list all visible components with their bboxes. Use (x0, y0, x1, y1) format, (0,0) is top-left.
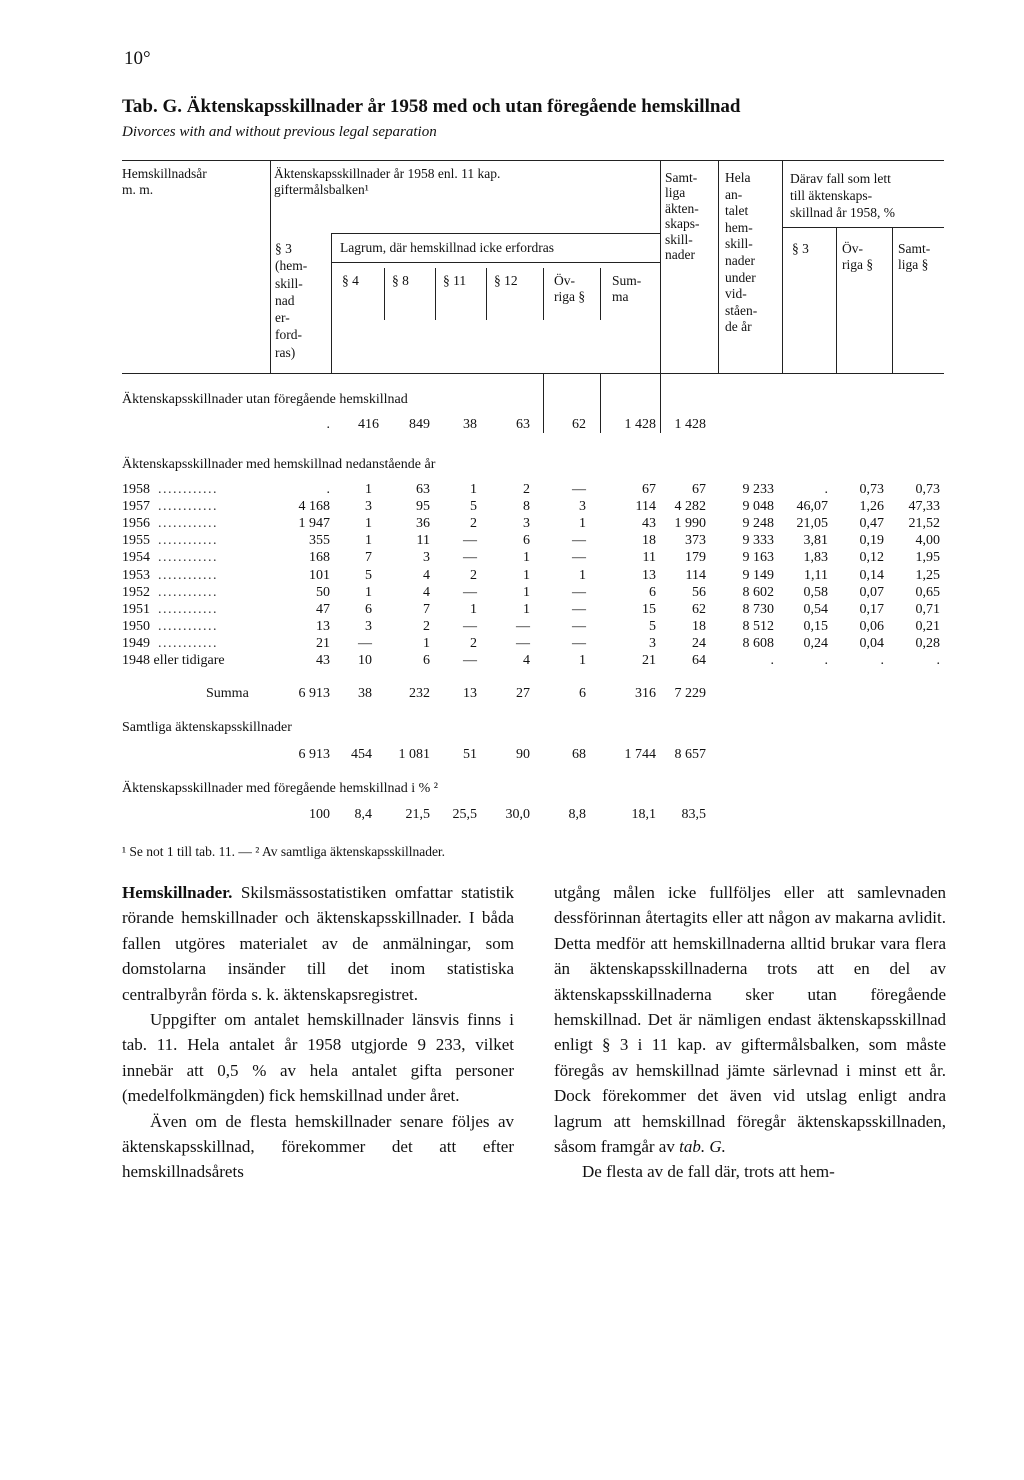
cell: 1 (523, 550, 530, 566)
section-samtliga: Samtliga äktenskapsskillnader (122, 720, 292, 735)
cell: 6 (423, 653, 430, 668)
cell: — (463, 618, 477, 634)
table-row (0, 499, 1024, 516)
cell: 1 (523, 567, 530, 583)
cell: 1 (523, 584, 530, 600)
cell: 8 608 (742, 635, 774, 651)
cell: 3 (423, 550, 430, 566)
cell: 18 (692, 618, 706, 634)
hdr-hela-l: skill- (725, 236, 753, 252)
cell: 6 913 (298, 747, 330, 762)
page-number: 10° (124, 48, 151, 69)
row-year: 1954 (122, 550, 150, 566)
hdr-divorces-l2: giftermålsbalken¹ (274, 182, 369, 197)
hdr-summa-l: ma (612, 289, 629, 304)
cell: 0,54 (803, 601, 828, 617)
text-r1: utgång målen icke fullföljes eller att samlevnaden dessförinnan återtagits eller att någon av makarna avlidit. Detta medför att hemskillnaderna alltid brukar vara flera än äktenskapsskillnaderna trots att en del av äktenskapsskillnaderna sker utan föregående hemskillnad. Det är nämligen endast äktenskapsskillnad enligt § 3 i 11 kap. av giftermålsbalken, som måste föregås av hemskillnad jämte särlevnad i minst ett år. Dock förekommer det även vid utslag enligt andra lagrum att hemskillnad föregår äktenskapsskillnaden, såsom framgår av (554, 883, 946, 1157)
cell: 1 990 (674, 516, 706, 532)
section-utan: Äktenskapsskillnader utan föregående hemskillnad (122, 392, 408, 407)
cell: — (516, 635, 530, 651)
table-subtitle: Divorces with and without previous legal separation (122, 124, 437, 140)
cell: 9 048 (742, 499, 774, 515)
dot-leader: ............ (158, 482, 218, 497)
cell: 0,28 (915, 635, 940, 651)
hdr-samtliga-l: skaps- (665, 216, 700, 232)
cell: — (572, 601, 586, 617)
cell: 38 (358, 686, 372, 701)
cell: 8 730 (742, 601, 774, 617)
cell: 0,19 (859, 533, 884, 549)
hdr-darav-l: till äktenskaps- (790, 188, 873, 203)
vline-3 (660, 160, 661, 373)
cell: 2 (470, 635, 477, 651)
hdr-divorces (274, 166, 500, 198)
cell: 1,26 (859, 499, 884, 515)
hdr-darav (790, 170, 895, 221)
cell: 0,65 (915, 584, 940, 600)
dot-leader: ............ (158, 533, 218, 549)
cell: 25,5 (452, 807, 477, 822)
row-year: 1948 eller tidigare (122, 653, 225, 668)
dot-leader: ............ (158, 635, 218, 651)
cell: . (824, 482, 828, 497)
cell: 47,33 (908, 499, 940, 515)
hdr-hela-l: nader (725, 252, 755, 268)
cell: 1 (579, 567, 586, 583)
hdr-samtliga-l: nader (665, 247, 695, 263)
table-row (0, 568, 1024, 585)
cell: 50 (316, 584, 330, 600)
hdr-ovriga-l: Öv- (554, 273, 575, 288)
hdr-samtliga-l: liga (665, 185, 686, 201)
cell: 4,00 (915, 533, 940, 549)
cell: 21,52 (908, 516, 940, 532)
cell: 101 (309, 567, 330, 583)
cell: 0,21 (915, 618, 940, 634)
hdr-darav-l: skillnad år 1958, % (790, 205, 895, 220)
text-lead: Hemskillnader. (122, 883, 233, 902)
vline-1 (270, 160, 271, 373)
cell: 4 282 (674, 499, 706, 515)
cell: 0,71 (915, 601, 940, 617)
row-year: 1952 (122, 584, 150, 600)
cell: 24 (692, 635, 706, 651)
hdr-p3 (275, 240, 307, 361)
row-year: 1951 (122, 601, 150, 617)
row-utan (0, 417, 1024, 434)
cell: . (326, 482, 330, 497)
header-rule-lagrum-top (331, 233, 660, 234)
cell: 67 (692, 482, 706, 497)
cell: 5 (365, 567, 372, 583)
cell: 0,14 (859, 567, 884, 583)
cell: 1 947 (298, 516, 330, 532)
cell: 454 (351, 747, 372, 762)
hdr-p3-l: ford- (275, 327, 302, 343)
hdr-p3-l: skill- (275, 275, 303, 291)
cell: 63 (416, 482, 430, 497)
hdr-year-l1: Hemskillnadsår (122, 166, 207, 181)
section-med: Äktenskapsskillnader med hemskillnad nedanstående år (122, 457, 436, 472)
cell: 4 (423, 567, 430, 583)
cell: 3 (579, 499, 586, 515)
cell: 1 428 (624, 417, 656, 432)
cell: 1 (523, 601, 530, 617)
cell: 0,73 (859, 482, 884, 497)
hdr-d-ovriga (842, 241, 873, 273)
cell: 47 (316, 601, 330, 617)
cell: 5 (470, 499, 477, 515)
vline-h5 (600, 268, 601, 320)
hdr-hela-l: de år (725, 319, 752, 335)
cell: 13 (463, 686, 477, 701)
cell: — (463, 550, 477, 566)
cell: . (770, 653, 774, 668)
vline-h2 (435, 268, 436, 320)
cell: 43 (642, 516, 656, 532)
cell: — (572, 550, 586, 566)
dot-leader: ............ (158, 618, 218, 634)
cell: 10 (358, 653, 372, 668)
table-row (0, 602, 1024, 619)
cell: 179 (685, 550, 706, 566)
dot-leader: ............ (158, 550, 218, 566)
hdr-hela-l: ståen- (725, 302, 758, 318)
text-r2: De flesta av de fall där, trots att hem- (582, 1162, 835, 1182)
cell: . (880, 653, 884, 668)
row-year: 1950 (122, 618, 150, 634)
cell: 1,95 (915, 550, 940, 566)
cell: — (572, 584, 586, 600)
cell: 67 (642, 482, 656, 497)
text-p3: Även om de flesta hemskillnader senare följes av äktenskapsskillnad, förekommer det att efter hemskillnadsårets (122, 1111, 514, 1182)
row-samtliga (0, 747, 1024, 764)
vline-2 (331, 233, 332, 373)
cell: 1 (365, 584, 372, 600)
cell: 5 (649, 618, 656, 634)
cell: . (824, 653, 828, 668)
cell: 316 (635, 686, 656, 701)
row-year: 1957 (122, 499, 150, 515)
hdr-p4: § 4 (342, 273, 359, 288)
cell: 2 (470, 516, 477, 532)
cell: 168 (309, 550, 330, 566)
cell: 114 (685, 567, 706, 583)
cell: 1,11 (804, 567, 828, 583)
cell: 1 (470, 482, 477, 497)
hdr-d-samtliga (898, 241, 930, 273)
text-p2: Uppgifter om antalet hemskillnader länsvis finns i tab. 11. Hela antalet år 1958 utgjorde 9 233, vilket innebär att 0,5 % av hela antalet gifta personer (medelfolkmängden) fick hemskillnad under året. (122, 1010, 514, 1106)
cell: — (463, 584, 477, 600)
header-bottom-rule (122, 373, 944, 374)
cell: 0,04 (859, 635, 884, 651)
cell: 1 (579, 653, 586, 668)
hdr-samtliga-l: skill- (665, 231, 693, 247)
text-column-right (554, 880, 946, 1185)
table-row (0, 585, 1024, 602)
cell: 15 (642, 601, 656, 617)
hdr-p3-l: er- (275, 310, 290, 326)
dot-leader: ............ (158, 601, 218, 617)
cell: — (572, 482, 586, 497)
cell: 46,07 (796, 499, 828, 515)
cell: 9 248 (742, 516, 774, 532)
cell: 21 (642, 653, 656, 668)
cell: 30,0 (505, 807, 530, 822)
hdr-d-p3: § 3 (792, 241, 809, 256)
cell: 1 081 (398, 747, 430, 762)
text-ref: tab. G. (679, 1137, 726, 1157)
cell: 849 (409, 417, 430, 432)
cell: 62 (572, 417, 586, 432)
hdr-hela-l: vid- (725, 286, 747, 302)
cell: 355 (309, 533, 330, 549)
cell: 8,4 (354, 807, 372, 822)
cell: 2 (470, 567, 477, 583)
cell: . (326, 417, 330, 432)
cell: 4 (523, 653, 530, 668)
cell: 1,25 (915, 567, 940, 583)
hdr-p3-l: (hem- (275, 258, 308, 274)
hdr-ovriga-l: riga § (554, 289, 586, 304)
hdr-samtliga-l: Samt- (665, 170, 698, 185)
cell: 4 (423, 584, 430, 600)
dot-leader: ............ (158, 584, 218, 600)
cell: 64 (692, 653, 706, 668)
vline-h3 (486, 268, 487, 320)
hdr-hela-l: hem- (725, 219, 753, 235)
cell: 63 (516, 417, 530, 432)
cell: — (572, 533, 586, 549)
cell: 0,47 (859, 516, 884, 532)
hdr-samtliga-l: äkten- (665, 200, 699, 216)
row-year: 1956 (122, 516, 150, 532)
cell: — (516, 618, 530, 634)
cell: 6 913 (298, 686, 330, 701)
cell: 21 (316, 635, 330, 651)
cell: 1 (365, 482, 372, 497)
row-year: 1953 (122, 567, 150, 583)
cell: 21,5 (405, 807, 430, 822)
cell: — (572, 635, 586, 651)
section-pct: Äktenskapsskillnader med föregående hemskillnad i % ² (122, 781, 438, 796)
cell: 1 (470, 601, 477, 617)
table-row (0, 550, 1024, 567)
cell: 7 229 (674, 686, 706, 701)
row-year: 1955 (122, 533, 150, 549)
row-pct (0, 807, 1024, 824)
cell: 0,07 (859, 584, 884, 600)
cell: 8 512 (742, 618, 774, 634)
cell: 2 (523, 482, 530, 497)
hdr-hela-l: under (725, 269, 756, 285)
cell: 11 (642, 550, 656, 566)
cell: 21,05 (796, 516, 828, 532)
cell: 0,58 (803, 584, 828, 600)
cell: 0,06 (859, 618, 884, 634)
dot-leader: ............ (158, 516, 218, 532)
cell: . (936, 653, 940, 668)
row-year: 1958 (122, 482, 150, 497)
cell: 6 (523, 533, 530, 549)
cell: 9 149 (742, 567, 774, 583)
cell: 232 (409, 686, 430, 701)
vline-4 (718, 160, 719, 373)
cell: 6 (365, 601, 372, 617)
cell: 8 657 (674, 747, 706, 762)
cell: 0,17 (859, 601, 884, 617)
dot-leader: ............ (158, 567, 218, 583)
table-row (0, 533, 1024, 550)
cell: 0,73 (915, 482, 940, 497)
table-title: Tab. G. Äktenskapsskillnader år 1958 med och utan föregående hemskillnad (122, 96, 741, 117)
vline-7 (892, 227, 893, 373)
cell: 36 (416, 516, 430, 532)
cell: 43 (316, 653, 330, 668)
cell: — (463, 653, 477, 668)
cell: 56 (692, 584, 706, 600)
cell: 9 333 (742, 533, 774, 549)
cell: 13 (316, 618, 330, 634)
cell: 4 168 (298, 499, 330, 515)
hdr-ovriga (554, 273, 585, 305)
dot-leader: ............ (158, 499, 218, 515)
hdr-d-ovriga-l: riga § (842, 257, 874, 272)
cell: — (572, 618, 586, 634)
cell: 18 (642, 533, 656, 549)
cell: 0,24 (803, 635, 828, 651)
footnote: ¹ Se not 1 till tab. 11. — ² Av samtliga äktenskapsskillnader. (122, 844, 446, 859)
table-row (0, 482, 1024, 499)
hdr-d-ovriga-l: Öv- (842, 241, 863, 256)
cell: 1 (579, 516, 586, 532)
hdr-hela-l: an- (725, 186, 743, 202)
cell: — (463, 533, 477, 549)
cell: 1 744 (624, 747, 656, 762)
vline-5 (782, 160, 783, 373)
cell: 3 (365, 618, 372, 634)
hdr-divorces-l1: Äktenskapsskillnader år 1958 enl. 11 kap. (274, 166, 501, 181)
hdr-p3-l: nad (275, 292, 295, 308)
hdr-hela-l: Hela (725, 170, 751, 185)
hdr-p3-l: ras) (275, 344, 296, 360)
header-rule-darav (782, 227, 944, 228)
cell: 6 (649, 584, 656, 600)
cell: 3 (523, 516, 530, 532)
cell: 7 (423, 601, 430, 617)
cell: 62 (692, 601, 706, 617)
header-rule-lagrum-bottom (331, 262, 660, 263)
table-row (0, 636, 1024, 653)
table-row (0, 516, 1024, 533)
cell: 9 233 (742, 482, 774, 497)
cell: 1 (365, 533, 372, 549)
hdr-darav-l: Därav fall som lett (790, 171, 891, 186)
cell: — (358, 635, 372, 651)
row-year: 1949 (122, 635, 150, 651)
hdr-d-samtliga-l: liga § (898, 257, 929, 272)
cell: 1,83 (803, 550, 828, 566)
vline-h1 (384, 268, 385, 320)
cell: 1 (365, 516, 372, 532)
cell: 0,12 (859, 550, 884, 566)
hdr-p11: § 11 (443, 273, 467, 288)
cell: 38 (463, 417, 477, 432)
cell: 373 (685, 533, 706, 549)
hdr-hela-l: talet (725, 203, 749, 219)
text-column-left (122, 880, 514, 1185)
hdr-hela (725, 170, 757, 336)
hdr-year-l2: m. m. (122, 182, 154, 197)
header-top-rule (122, 160, 944, 161)
cell: 11 (416, 533, 430, 549)
cell: 2 (423, 618, 430, 634)
hdr-p8: § 8 (392, 273, 409, 288)
summa-label: Summa (206, 686, 249, 701)
cell: 83,5 (681, 807, 706, 822)
cell: 3 (649, 635, 656, 651)
cell: 1 (423, 635, 430, 651)
hdr-p3-l: § 3 (275, 241, 292, 256)
cell: 9 163 (742, 550, 774, 566)
vline-6 (836, 227, 837, 373)
cell: 27 (516, 686, 530, 701)
cell: 100 (309, 807, 330, 822)
cell: 6 (579, 686, 586, 701)
cell: 8 602 (742, 584, 774, 600)
cell: 51 (463, 747, 477, 762)
hdr-p12: § 12 (494, 273, 518, 288)
cell: 18,1 (631, 807, 656, 822)
table-row (0, 619, 1024, 636)
cell: 1 428 (674, 417, 706, 432)
cell: 7 (365, 550, 372, 566)
cell: 95 (416, 499, 430, 515)
cell: 114 (635, 499, 656, 515)
cell: 68 (572, 747, 586, 762)
hdr-samtliga (665, 170, 700, 262)
row-summa (0, 686, 1024, 703)
cell: 8 (523, 499, 530, 515)
cell: 8,8 (568, 807, 586, 822)
cell: 416 (358, 417, 379, 432)
text-p1: Skilsmässostatistiken omfattar statistik rörande hemskillnader och äktenskapsskillnader. I båda fallen utgöres materialet av de anmälningar, som domstolarna insänder till det inom statistiska centralbyrån förda s. k. äktenskapsregistret. (122, 883, 514, 1004)
hdr-summa (612, 273, 641, 305)
cell: 3 (365, 499, 372, 515)
cell: 0,15 (803, 618, 828, 634)
vline-h4 (543, 268, 544, 320)
cell: 90 (516, 747, 530, 762)
table-row (0, 653, 1024, 670)
cell: 13 (642, 567, 656, 583)
hdr-d-samtliga-l: Samt- (898, 241, 931, 256)
hdr-summa-l: Sum- (612, 273, 642, 288)
cell: 3,81 (803, 533, 828, 549)
hdr-lagrum: Lagrum, där hemskillnad icke erfordras (340, 240, 555, 255)
hdr-year (122, 166, 207, 198)
